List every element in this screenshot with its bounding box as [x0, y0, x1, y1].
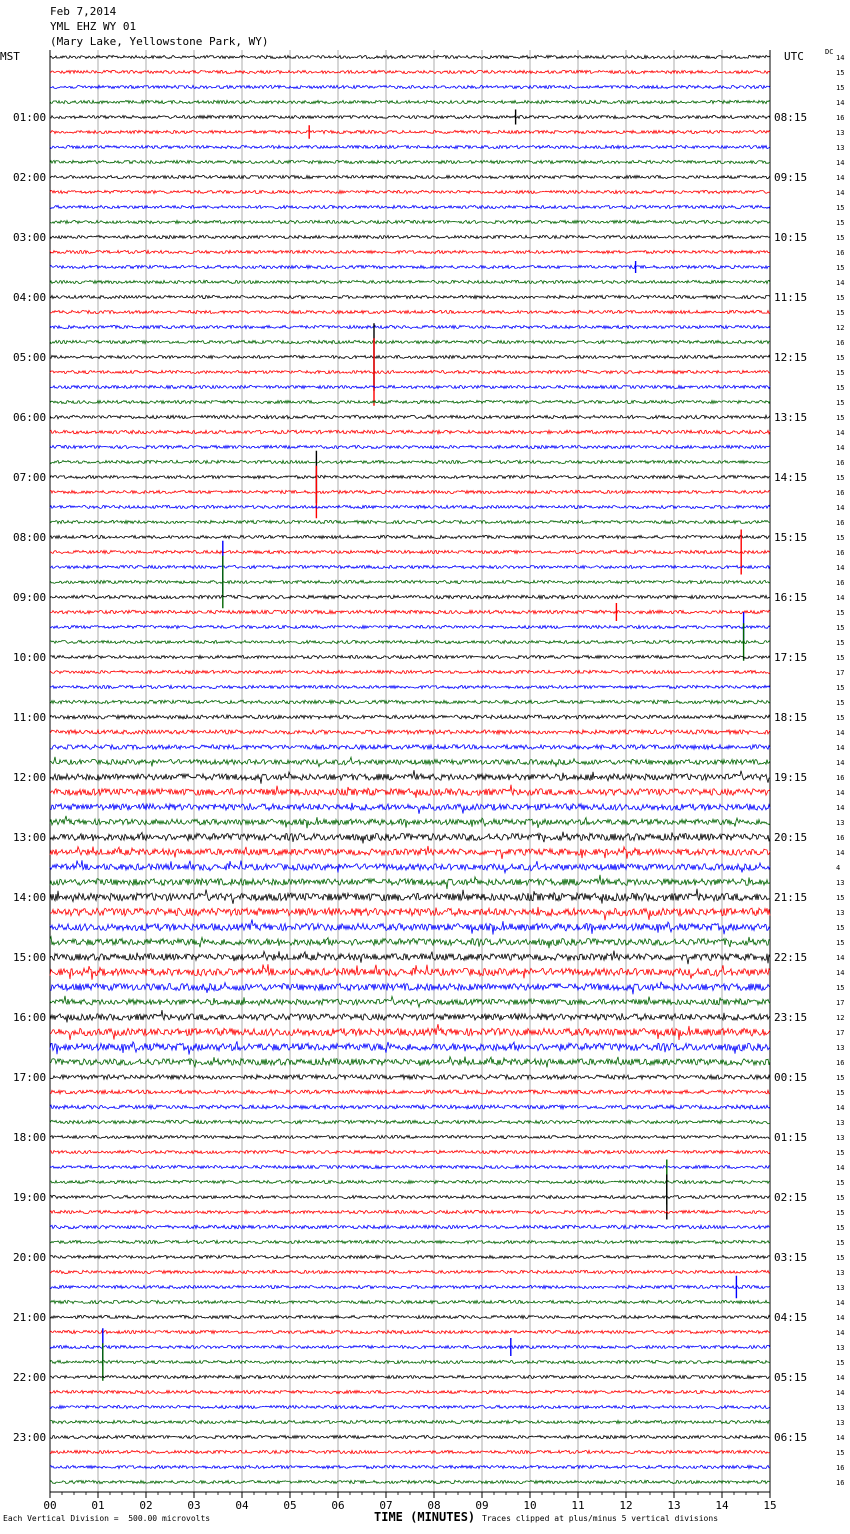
- utc-hour-label: 09:15: [774, 171, 808, 184]
- plot-date: Feb 7,2014: [50, 5, 117, 18]
- dc-offset-label: 16: [836, 1479, 845, 1487]
- mst-axis-label: MST: [0, 50, 20, 63]
- dc-offset-label: 17: [836, 669, 845, 677]
- trace-row: [50, 1285, 770, 1288]
- trace-row: [50, 310, 770, 313]
- dc-offset-label: 15: [836, 84, 845, 92]
- utc-axis-label: UTC: [784, 50, 804, 63]
- dc-offset-label: 15: [836, 1074, 845, 1082]
- trace-row: [50, 937, 770, 948]
- dc-offset-label: 15: [836, 894, 845, 902]
- x-axis-title: TIME (MINUTES): [374, 1510, 476, 1524]
- trace-row: [50, 1210, 770, 1213]
- seismic-traces: [50, 55, 770, 1483]
- dc-offset-label: 16: [836, 1059, 845, 1067]
- utc-hour-label: 20:15: [774, 831, 808, 844]
- utc-hour-label: 17:15: [774, 651, 808, 664]
- dc-offset-label: 15: [836, 609, 845, 617]
- utc-hour-label: 08:15: [774, 111, 808, 124]
- station-code: YML EHZ WY 01: [50, 20, 137, 33]
- trace-row: [50, 1480, 770, 1483]
- trace-row: [50, 85, 770, 88]
- mst-hour-label: 03:00: [13, 231, 47, 244]
- dc-offset-label: 14: [836, 279, 845, 287]
- dc-offset-label: 15: [836, 939, 845, 947]
- dc-offset-label: 16: [836, 519, 845, 527]
- trace-row: [50, 770, 770, 784]
- dc-offset-label: 12: [836, 1014, 845, 1022]
- mst-hour-label: 22:00: [13, 1371, 47, 1384]
- utc-hour-label: 05:15: [774, 1371, 808, 1384]
- trace-row: [50, 595, 770, 599]
- trace-row: [50, 1450, 770, 1453]
- trace-row: [50, 100, 770, 103]
- utc-hour-label: 19:15: [774, 771, 808, 784]
- x-tick-label: 12: [619, 1499, 633, 1512]
- dc-offset-label: 15: [836, 1224, 845, 1232]
- dc-offset-label: 15: [836, 354, 845, 362]
- dc-offset-label: 13: [836, 144, 845, 152]
- x-axis: [43, 1492, 776, 1512]
- dc-offset-label: 13: [836, 129, 845, 137]
- dc-offset-label: 14: [836, 849, 845, 857]
- trace-row: [50, 430, 770, 434]
- trace-row: [50, 340, 770, 343]
- dc-offset-label: 14: [836, 1314, 845, 1322]
- dc-offset-label: 15: [836, 1359, 845, 1367]
- trace-row: [50, 535, 770, 538]
- mst-hour-label: 01:00: [13, 111, 47, 124]
- dc-offset-label: 15: [836, 984, 845, 992]
- trace-row: [50, 715, 770, 719]
- utc-hour-label: 02:15: [774, 1191, 808, 1204]
- dc-offset-label: 16: [836, 249, 845, 257]
- mst-hour-labels: [13, 111, 46, 1444]
- trace-row: [50, 846, 770, 859]
- dc-offset-label: 14: [836, 54, 845, 62]
- dc-offset-label: 14: [836, 1434, 845, 1442]
- dc-offset-label: 14: [836, 189, 845, 197]
- dc-offset-label: 13: [836, 1044, 845, 1052]
- trace-row: [50, 745, 770, 749]
- mst-hour-label: 05:00: [13, 351, 47, 364]
- mst-hour-label: 14:00: [13, 891, 47, 904]
- trace-row: [50, 1195, 770, 1198]
- utc-hour-label: 10:15: [774, 231, 808, 244]
- utc-hour-label: 16:15: [774, 591, 808, 604]
- dc-offset-label: 15: [836, 309, 845, 317]
- mst-hour-label: 17:00: [13, 1071, 47, 1084]
- dc-offset-label: 12: [836, 324, 845, 332]
- trace-row: [50, 1375, 770, 1378]
- dc-offset-label: 15: [836, 219, 845, 227]
- dc-offset-label: 15: [836, 699, 845, 707]
- dc-offset-label: 13: [836, 1119, 845, 1127]
- trace-row: [50, 1390, 770, 1393]
- mst-hour-label: 16:00: [13, 1011, 47, 1024]
- trace-row: [50, 1255, 770, 1258]
- trace-row: [50, 1435, 770, 1438]
- trace-row: [50, 220, 770, 223]
- dc-offset-label: 15: [836, 399, 845, 407]
- trace-row: [50, 1041, 770, 1054]
- trace-row: [50, 832, 770, 844]
- x-tick-label: 13: [667, 1499, 681, 1512]
- trace-row: [50, 816, 770, 828]
- dc-offset-label: 15: [836, 369, 845, 377]
- utc-hour-label: 03:15: [774, 1251, 808, 1264]
- trace-row: [50, 370, 770, 373]
- trace-row: [50, 785, 770, 798]
- trace-row: [50, 860, 770, 873]
- dc-offset-labels: [836, 54, 844, 1487]
- dc-offset-label: 16: [836, 579, 845, 587]
- dc-offset-label: 15: [836, 294, 845, 302]
- x-tick-label: 07: [379, 1499, 393, 1512]
- trace-row: [50, 400, 770, 403]
- trace-row: [50, 1360, 770, 1363]
- trace-row: [50, 1180, 770, 1183]
- utc-hour-label: 14:15: [774, 471, 808, 484]
- dc-offset-label: 15: [836, 1089, 845, 1097]
- trace-row: [50, 130, 770, 133]
- dc-offset-label: 14: [836, 594, 845, 602]
- dc-offset-label: 14: [836, 954, 845, 962]
- trace-row: [50, 490, 770, 493]
- mst-hour-label: 02:00: [13, 171, 47, 184]
- x-tick-label: 02: [139, 1499, 153, 1512]
- dc-offset-label: 16: [836, 1464, 845, 1472]
- trace-row: [50, 1420, 770, 1423]
- mst-hour-label: 08:00: [13, 531, 47, 544]
- dc-offset-label: 13: [836, 879, 845, 887]
- mst-hour-label: 19:00: [13, 1191, 47, 1204]
- x-tick-label: 06: [331, 1499, 345, 1512]
- trace-row: [50, 982, 770, 995]
- dc-offset-label: 15: [836, 69, 845, 77]
- mst-hour-label: 15:00: [13, 951, 47, 964]
- trace-row: [50, 1240, 770, 1243]
- trace-row: [50, 996, 770, 1007]
- dc-offset-label: 15: [836, 624, 845, 632]
- trace-row: [50, 580, 770, 583]
- trace-row: [50, 640, 770, 643]
- utc-hour-label: 11:15: [774, 291, 808, 304]
- utc-hour-label: 01:15: [774, 1131, 808, 1144]
- dc-offset-label: 15: [836, 1209, 845, 1217]
- dc-offset-label: 14: [836, 1299, 845, 1307]
- trace-row: [50, 889, 770, 904]
- dc-offset-label: 15: [836, 1254, 845, 1262]
- dc-offset-label: 15: [836, 639, 845, 647]
- mst-hour-label: 18:00: [13, 1131, 47, 1144]
- trace-row: [50, 235, 770, 238]
- trace-row: [50, 505, 770, 508]
- dc-offset-label: 14: [836, 1389, 845, 1397]
- dc-offset-label: 13: [836, 1344, 845, 1352]
- utc-hour-label: 18:15: [774, 711, 808, 724]
- dc-offset-label: 15: [836, 1179, 845, 1187]
- mst-hour-label: 23:00: [13, 1431, 47, 1444]
- trace-row: [50, 550, 770, 553]
- dc-offset-label: 15: [836, 714, 845, 722]
- trace-row: [50, 610, 770, 614]
- mst-hour-label: 20:00: [13, 1251, 47, 1264]
- trace-row: [50, 1315, 770, 1318]
- dc-offset-label: 15: [836, 234, 845, 242]
- trace-row: [50, 475, 770, 478]
- vertical-scale-note: Each Vertical Division = 500.00 microvolts: [3, 1514, 211, 1523]
- trace-row: [50, 1010, 770, 1022]
- trace-row: [50, 964, 770, 979]
- dc-offset-label: 15: [836, 1239, 845, 1247]
- trace-row: [50, 1300, 770, 1303]
- trace-row: [50, 145, 770, 148]
- mst-hour-label: 13:00: [13, 831, 47, 844]
- dc-offset-label: 14: [836, 1329, 845, 1337]
- trace-row: [50, 250, 770, 253]
- dc-offset-label: 4: [836, 864, 841, 872]
- dc-offset-label: 14: [836, 159, 845, 167]
- dc-offset-label: 13: [836, 1134, 845, 1142]
- trace-row: [50, 730, 770, 734]
- trace-row: [50, 520, 770, 523]
- mst-hour-label: 10:00: [13, 651, 47, 664]
- mst-hour-label: 04:00: [13, 291, 47, 304]
- trace-row: [50, 55, 770, 58]
- x-tick-label: 14: [715, 1499, 729, 1512]
- x-tick-label: 01: [91, 1499, 105, 1512]
- utc-hour-label: 04:15: [774, 1311, 808, 1324]
- trace-row: [50, 875, 770, 889]
- dc-offset-label: 16: [836, 339, 845, 347]
- trace-row: [50, 385, 770, 388]
- dc-offset-label: 16: [836, 114, 845, 122]
- trace-row: [50, 1225, 770, 1229]
- trace-row: [50, 115, 770, 118]
- x-tick-label: 05: [283, 1499, 297, 1512]
- utc-hour-label: 23:15: [774, 1011, 808, 1024]
- trace-row: [50, 295, 770, 298]
- trace-row: [50, 1135, 770, 1138]
- dc-offset-label: 13: [836, 819, 845, 827]
- trace-row: [50, 919, 770, 934]
- dc-offset-label: 14: [836, 1164, 845, 1172]
- trace-row: [50, 355, 770, 358]
- dc-offset-label: 16: [836, 459, 845, 467]
- trace-row: [50, 1405, 770, 1408]
- dc-offset-label: 16: [836, 489, 845, 497]
- mst-hour-label: 07:00: [13, 471, 47, 484]
- utc-hour-label: 13:15: [774, 411, 808, 424]
- trace-row: [50, 445, 770, 448]
- dc-offset-label: 14: [836, 99, 845, 107]
- dc-offset-label: 17: [836, 1029, 845, 1037]
- trace-row: [50, 700, 770, 704]
- dc-offset-label: 15: [836, 414, 845, 422]
- dc-offset-label: 14: [836, 744, 845, 752]
- dc-offset-label: 14: [836, 429, 845, 437]
- trace-row: [50, 325, 770, 328]
- utc-hour-label: 06:15: [774, 1431, 808, 1444]
- dc-offset-label: 13: [836, 1404, 845, 1412]
- dc-offset-label: 14: [836, 1104, 845, 1112]
- trace-row: [50, 1165, 770, 1168]
- x-tick-label: 10: [523, 1499, 537, 1512]
- trace-row: [50, 1057, 770, 1068]
- dc-offset-label: 13: [836, 1284, 845, 1292]
- x-tick-label: 09: [475, 1499, 489, 1512]
- dc-offset-label: 13: [836, 909, 845, 917]
- trace-row: [50, 160, 770, 163]
- mst-hour-label: 06:00: [13, 411, 47, 424]
- dc-offset-label: 15: [836, 684, 845, 692]
- trace-row: [50, 280, 770, 283]
- utc-hour-label: 12:15: [774, 351, 808, 364]
- dc-offset-label: 15: [836, 654, 845, 662]
- trace-row: [50, 1330, 770, 1333]
- utc-hour-label: 22:15: [774, 951, 808, 964]
- trace-row: [50, 951, 770, 965]
- trace-row: [50, 803, 770, 814]
- dc-offset-label: 14: [836, 789, 845, 797]
- dc-offset-label: 14: [836, 1374, 845, 1382]
- trace-row: [50, 1090, 770, 1094]
- trace-row: [50, 70, 770, 73]
- dc-offset-label: 15: [836, 1149, 845, 1157]
- trace-row: [50, 415, 770, 419]
- trace-row: [50, 1024, 770, 1040]
- utc-hour-labels: [774, 111, 807, 1444]
- mst-hour-label: 11:00: [13, 711, 47, 724]
- dc-offset-label: 15: [836, 384, 845, 392]
- trace-row: [50, 655, 770, 658]
- trace-row: [50, 1120, 770, 1124]
- trace-row: [50, 1105, 770, 1109]
- trace-row: [50, 670, 770, 673]
- station-location: (Mary Lake, Yellowstone Park, WY): [50, 35, 269, 48]
- dc-offset-label: 15: [836, 1449, 845, 1457]
- dc-column-label: DC: [825, 48, 834, 56]
- mst-hour-label: 12:00: [13, 771, 47, 784]
- trace-row: [50, 205, 770, 208]
- trace-row: [50, 190, 770, 193]
- utc-hour-label: 15:15: [774, 531, 808, 544]
- x-tick-label: 00: [43, 1499, 57, 1512]
- mst-hour-label: 09:00: [13, 591, 47, 604]
- dc-offset-label: 15: [836, 924, 845, 932]
- trace-row: [50, 757, 770, 767]
- dc-offset-label: 15: [836, 204, 845, 212]
- dc-offset-label: 14: [836, 729, 845, 737]
- dc-offset-label: 16: [836, 549, 845, 557]
- trace-row: [50, 460, 770, 463]
- trace-row: [50, 1345, 770, 1348]
- x-tick-label: 15: [763, 1499, 777, 1512]
- dc-offset-label: 17: [836, 999, 845, 1007]
- dc-offset-label: 16: [836, 834, 845, 842]
- dc-offset-label: 13: [836, 1419, 845, 1427]
- dc-offset-label: 16: [836, 774, 845, 782]
- trace-row: [50, 265, 770, 268]
- dc-offset-label: 15: [836, 1194, 845, 1202]
- x-tick-label: 08: [427, 1499, 441, 1512]
- dc-offset-label: 14: [836, 504, 845, 512]
- trace-row: [50, 1465, 770, 1468]
- dc-offset-label: 14: [836, 759, 845, 767]
- x-tick-label: 11: [571, 1499, 585, 1512]
- clip-note: Traces clipped at plus/minus 5 vertical divisions: [482, 1514, 719, 1523]
- trace-row: [50, 1270, 770, 1273]
- trace-row: [50, 1075, 770, 1079]
- trace-row: [50, 625, 770, 628]
- trace-row: [50, 907, 770, 920]
- mst-hour-label: 21:00: [13, 1311, 47, 1324]
- utc-hour-label: 00:15: [774, 1071, 808, 1084]
- x-tick-label: 04: [235, 1499, 249, 1512]
- dc-offset-label: 14: [836, 444, 845, 452]
- trace-row: [50, 175, 770, 178]
- dc-offset-label: 14: [836, 804, 845, 812]
- trace-row: [50, 685, 770, 688]
- dc-offset-label: 15: [836, 534, 845, 542]
- dc-offset-label: 14: [836, 174, 845, 182]
- trace-row: [50, 565, 770, 568]
- dc-offset-label: 14: [836, 564, 845, 572]
- dc-offset-label: 13: [836, 1269, 845, 1277]
- dc-offset-label: 14: [836, 969, 845, 977]
- dc-offset-label: 15: [836, 474, 845, 482]
- utc-hour-label: 21:15: [774, 891, 808, 904]
- x-tick-label: 03: [187, 1499, 201, 1512]
- trace-row: [50, 1150, 770, 1153]
- dc-offset-label: 15: [836, 264, 845, 272]
